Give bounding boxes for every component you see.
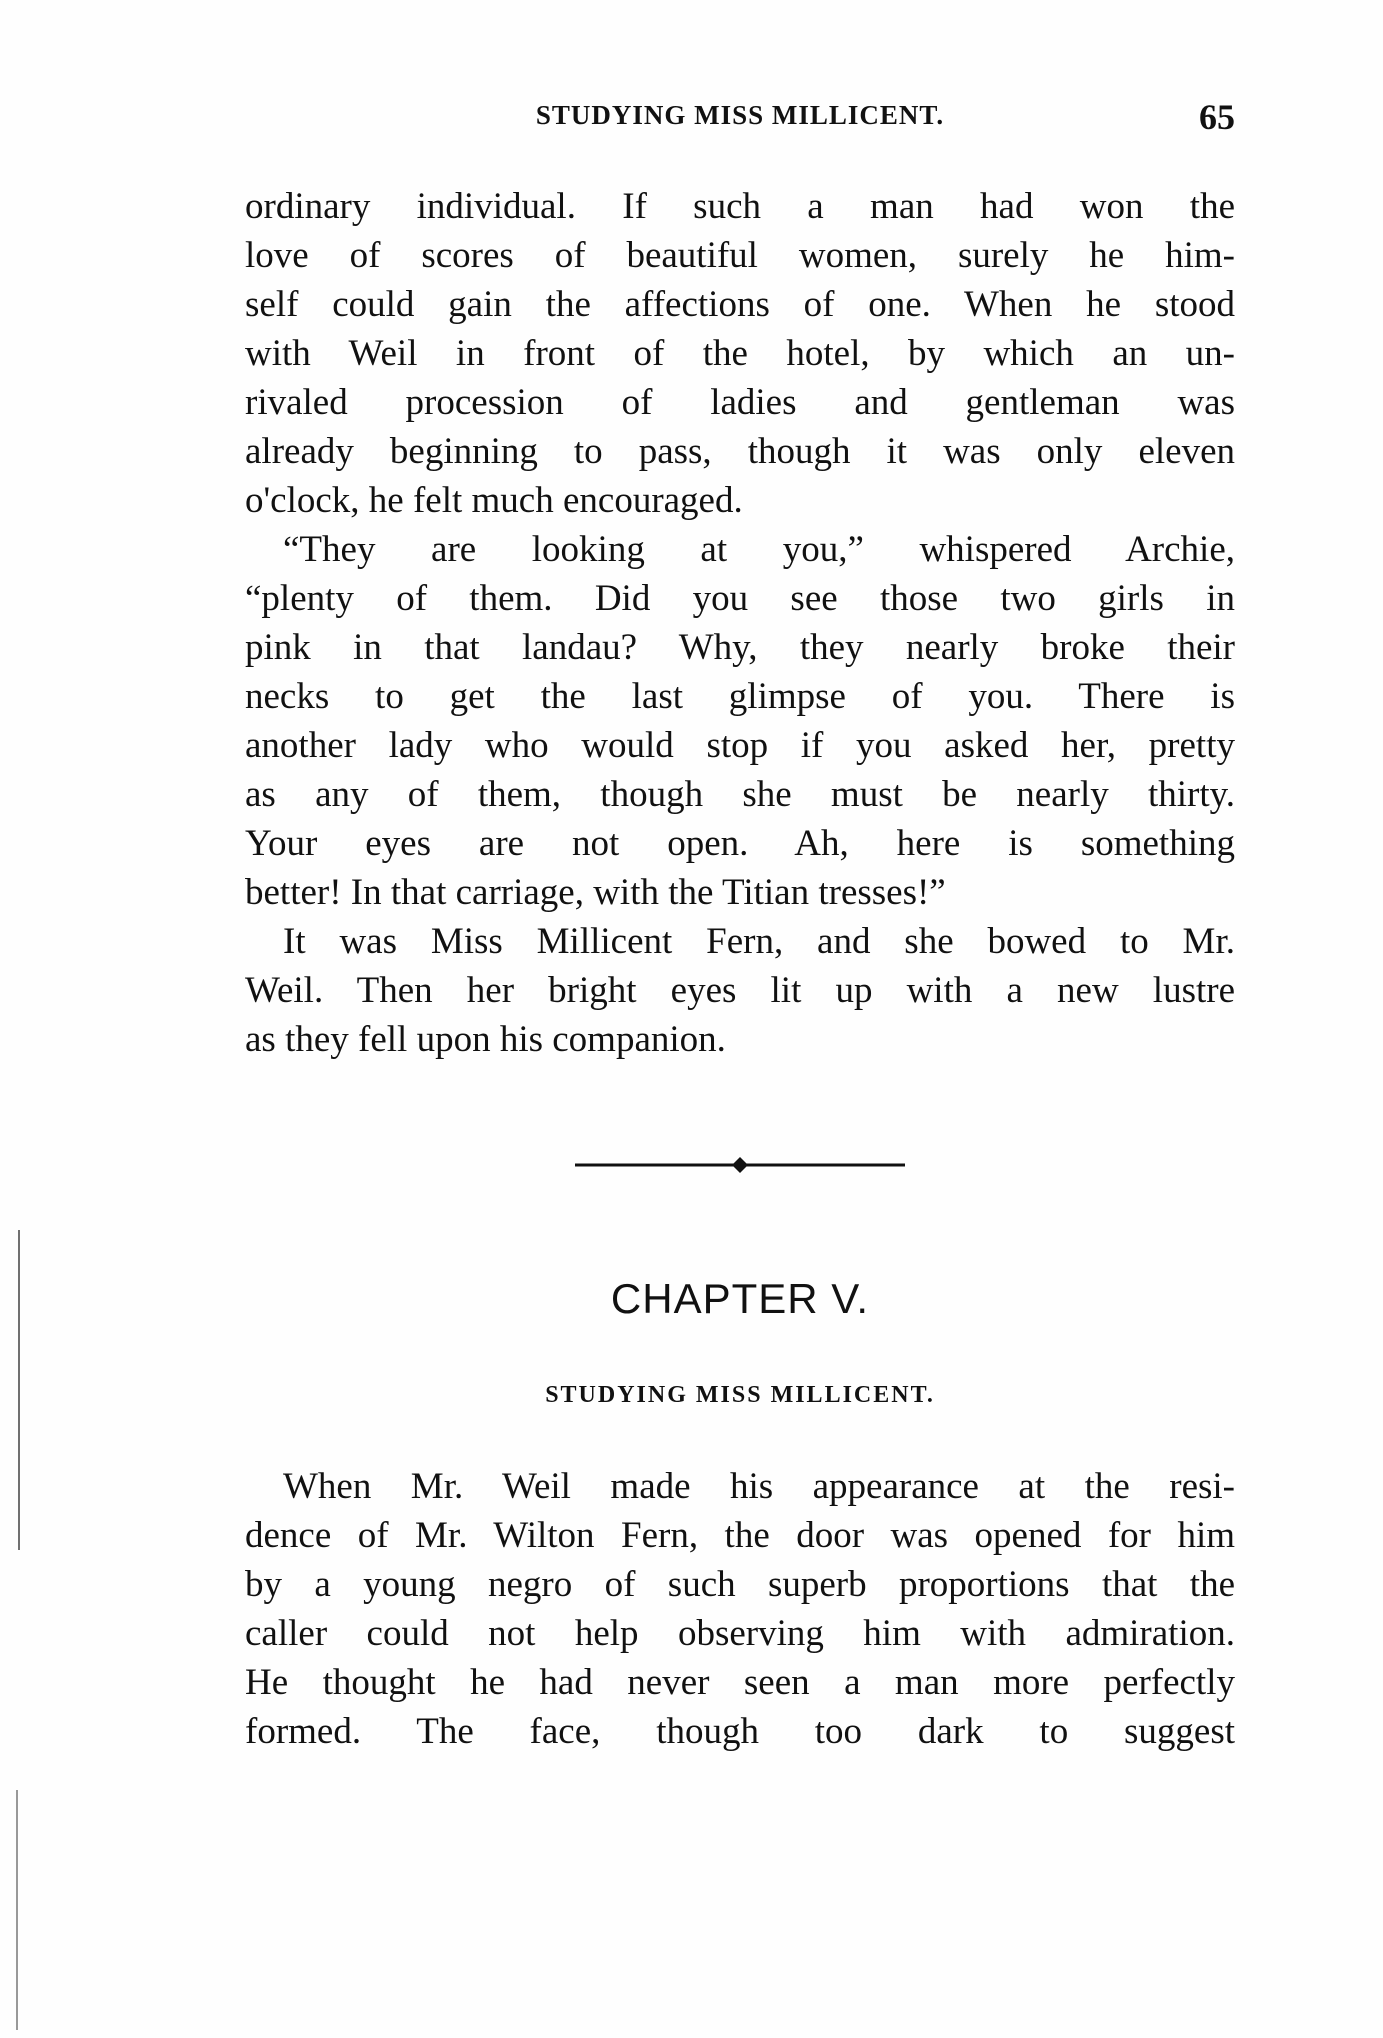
text-block-top (245, 182, 1235, 1064)
text-line: Weil. Then her bright eyes lit up with a new lustre (245, 970, 1235, 1011)
text-line: It was Miss Millicent Fern, and she bowed to Mr. (283, 921, 1235, 962)
scan-edge-mark (18, 1230, 20, 1550)
chapter-heading: CHAPTER V. (610, 1275, 870, 1322)
text-line: love of scores of beautiful women, surely he him- (245, 235, 1235, 276)
text-line: caller could not help observing him with admiration. (245, 1613, 1235, 1654)
text-line: “plenty of them. Did you see those two girls in (245, 578, 1235, 619)
chapter-subtitle: STUDYING MISS MILLICENT. (545, 1382, 935, 1408)
running-title: STUDYING MISS MILLICENT. (535, 100, 945, 130)
text-line: better! In that carriage, with the Titian tresses!” (245, 872, 946, 913)
text-line: as any of them, though she must be nearly thirty. (245, 774, 1235, 815)
scan-edge-mark (16, 1790, 18, 2030)
running-head (245, 97, 1235, 140)
paragraph-3 (245, 917, 1235, 1064)
paragraph-1 (245, 182, 1235, 525)
text-block-chapter (245, 1462, 1235, 1756)
text-line: ordinary individual. If such a man had won the (245, 186, 1235, 227)
text-line: When Mr. Weil made his appearance at the resi- (283, 1466, 1235, 1507)
text-line: another lady who would stop if you asked her, pretty (245, 725, 1235, 766)
text-line: necks to get the last glimpse of you. There is (245, 676, 1235, 717)
text-line: as they fell upon his companion. (245, 1019, 726, 1060)
text-line: with Weil in front of the hotel, by which an un- (245, 333, 1235, 374)
text-line: self could gain the affections of one. When he stood (245, 284, 1235, 325)
text-line: Your eyes are not open. Ah, here is something (245, 823, 1235, 864)
text-line: He thought he had never seen a man more perfectly (245, 1662, 1235, 1703)
section-divider-ornament (575, 1155, 905, 1175)
text-line: rivaled procession of ladies and gentleman was (245, 382, 1235, 423)
text-line: pink in that landau? Why, they nearly broke their (245, 627, 1235, 668)
text-line: dence of Mr. Wilton Fern, the door was opened for him (245, 1515, 1235, 1556)
chapter-paragraph-1 (245, 1462, 1235, 1756)
page-number: 65 (1199, 97, 1235, 137)
text-line: already beginning to pass, though it was only eleven (245, 431, 1235, 472)
text-line: formed. The face, though too dark to suggest (245, 1711, 1235, 1752)
text-line: “They are looking at you,” whispered Archie, (283, 529, 1235, 570)
paragraph-2 (245, 525, 1235, 917)
text-line: o'clock, he felt much encouraged. (245, 480, 743, 521)
text-line: by a young negro of such superb proportions that the (245, 1564, 1235, 1605)
